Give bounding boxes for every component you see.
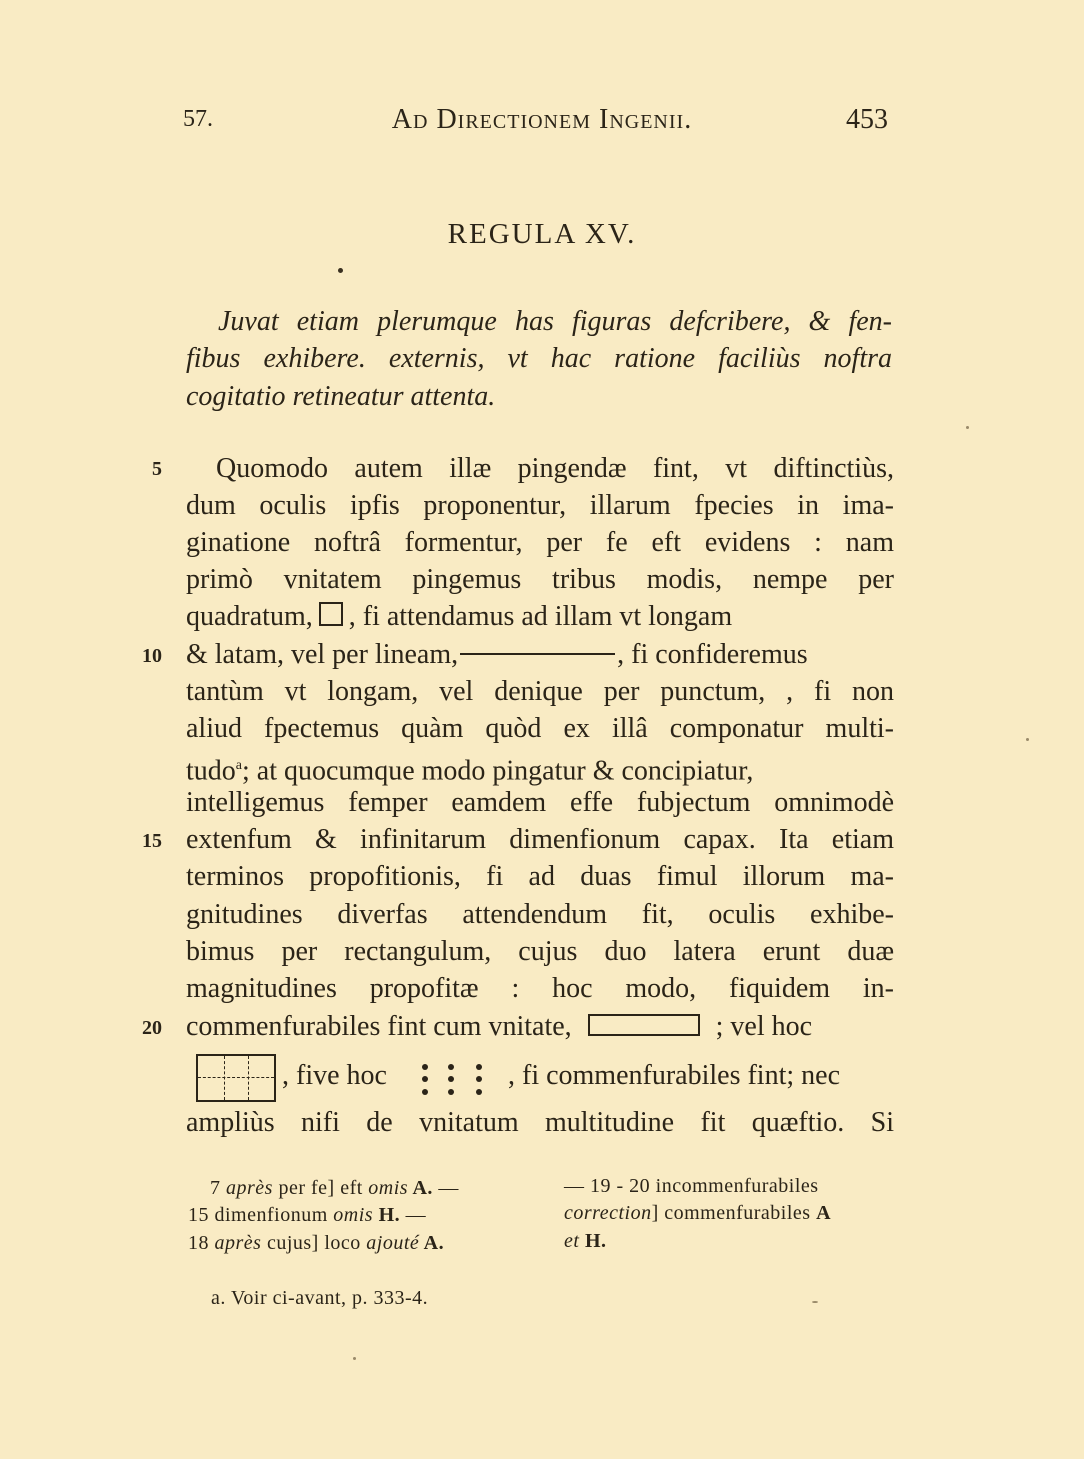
paper-speck [1026, 738, 1029, 741]
rule-line-3: cogitatio retineatur attenta. [186, 381, 496, 412]
body-line-5-end: , fi attendamus ad illam vt longam [348, 601, 733, 632]
line-number-15: 15 [142, 830, 162, 852]
apparatus-italic: omis [333, 1204, 374, 1226]
paper-speck [966, 426, 969, 429]
line-number-20: 20 [142, 1017, 162, 1039]
body-line-11: extenfum & infinitarum dimenfionum capax. Ita etiam [186, 824, 894, 855]
apparatus-siglum: H. [579, 1230, 607, 1252]
body-line-17-end: , fi commenfurabiles fint; nec [508, 1060, 840, 1091]
body-line-16-end: ; vel hoc [715, 1011, 813, 1042]
apparatus-italic: après [214, 1232, 262, 1254]
body-line-6-start: & latam, vel per lineam, [186, 639, 459, 670]
body-line-6-end: , fi confideremus [617, 639, 808, 670]
rule-line-1: Juvat etiam plerumque has figuras defcribere, & fen- [218, 306, 892, 337]
divided-rectangle-figure [196, 1054, 276, 1102]
apparatus-siglum: A. [419, 1232, 445, 1254]
rule-line-2: fibus exhibere. externis, vt hac ratione faciliùs noftra [186, 343, 892, 374]
rule-title: REGULA XV. [447, 218, 637, 250]
apparatus-text: ] commenfurabiles [651, 1202, 817, 1224]
apparatus-num: 7 [210, 1177, 221, 1199]
body-line-14: bimus per rectangulum, cujus duo latera erunt duæ [186, 936, 894, 967]
apparatus-right-3 [564, 1227, 607, 1255]
apparatus-text: dimenfionum [209, 1204, 334, 1226]
body-line-16-start: commenfurabiles fint cum vnitate, [186, 1011, 572, 1042]
paper-speck [353, 1357, 356, 1360]
body-line-1: Quomodo autem illæ pingendæ fint, vt diftinctiùs, [216, 453, 894, 484]
body-line-18: ampliùs nifi de vnitatum multitudine fit quæftio. Si [186, 1107, 894, 1138]
apparatus-right-1: — 19 - 20 incommenfurabiles [564, 1175, 819, 1197]
body-line-16 [186, 1008, 894, 1045]
body-line-9-start: tudo [186, 755, 236, 787]
body-line-6 [186, 636, 894, 673]
editorial-footnote: a. Voir ci-avant, p. 333-4. [211, 1287, 429, 1309]
paper-speck [812, 1301, 818, 1303]
body-line-3: ginatione noftrâ formentur, per fe eft evidens : nam [186, 527, 894, 558]
body-line-10: intelligemus femper eamdem effe fubjectum omnimodè [186, 787, 894, 818]
points-figure [418, 1062, 490, 1098]
body-line-17-start: , five hoc [282, 1060, 387, 1091]
apparatus-italic: correction [564, 1202, 652, 1224]
body-line-4: primò vnitatem pingemus tribus modis, nempe per [186, 564, 894, 595]
body-line-12: terminos propofitionis, fi ad duas fimul illorum ma- [186, 861, 894, 892]
apparatus-text: cujus] loco [261, 1232, 367, 1254]
page-number: 453 [846, 104, 888, 135]
apparatus-italic: et [564, 1230, 580, 1252]
apparatus-italic: après [226, 1177, 273, 1199]
body-line-8: aliud fpectemus quàm quòd ex illâ componatur multi- [186, 713, 894, 744]
apparatus-text: per fe] eft [272, 1177, 369, 1199]
apparatus-dash: — [400, 1204, 427, 1226]
body-line-5-start: quadratum, [186, 601, 313, 632]
body-line-5 [186, 598, 894, 635]
stray-mark [338, 268, 343, 273]
footnote-ref-a: a [235, 758, 242, 773]
line-number-10: 10 [142, 645, 162, 667]
apparatus-italic: ajouté [366, 1232, 420, 1254]
apparatus-siglum: H. [373, 1204, 401, 1226]
body-line-9 [186, 747, 894, 789]
apparatus-italic: omis [368, 1177, 409, 1199]
apparatus-num: 15 [188, 1204, 209, 1226]
rectangle-figure [588, 1014, 700, 1036]
unit-line-figure [460, 653, 615, 655]
apparatus-right-2 [564, 1199, 831, 1227]
apparatus-num: 18 [188, 1232, 209, 1254]
body-line-9-end: ; at quocumque modo pingatur & concipiatur, [242, 755, 754, 787]
unit-square-figure [319, 602, 343, 626]
line-number-5: 5 [152, 458, 162, 480]
apparatus-siglum: A [816, 1202, 832, 1224]
apparatus-left-2 [188, 1201, 426, 1229]
apparatus-dash: — [432, 1177, 459, 1199]
body-line-13: gnitudines diverfas attendendum fit, oculis exhibe- [186, 899, 894, 930]
body-line-2: dum oculis ipfis proponentur, illarum fpecies in ima- [186, 490, 894, 521]
apparatus-left-1 [210, 1174, 459, 1202]
body-line-7: tantùm vt longam, vel denique per punctum, , fi non [186, 676, 894, 707]
apparatus-left-3 [188, 1229, 444, 1257]
running-title: Ad Directionem Ingenii. [391, 104, 693, 135]
body-line-15: magnitudines propofitæ : hoc modo, fiquidem in- [186, 973, 894, 1004]
header-left-number: 57. [183, 106, 213, 132]
apparatus-siglum: A. [408, 1177, 433, 1199]
